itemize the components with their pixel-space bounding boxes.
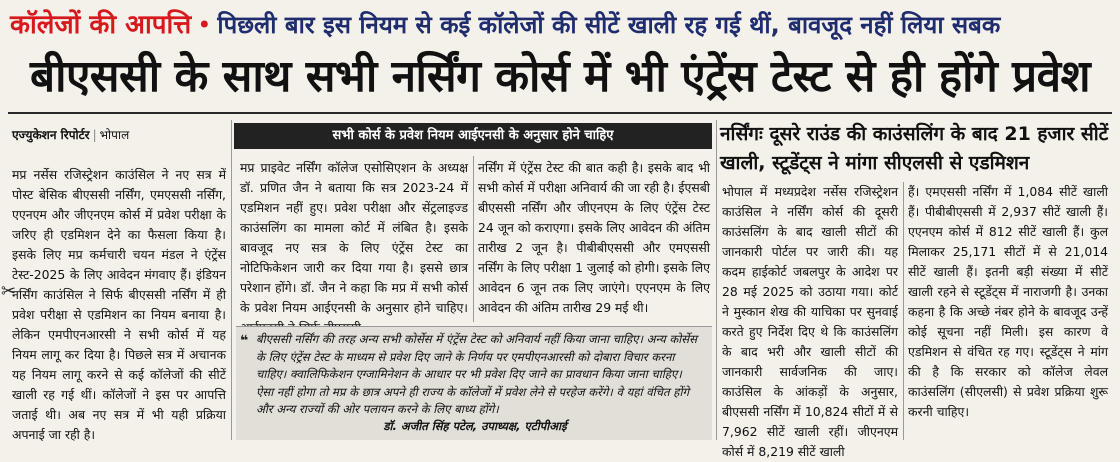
right-story-heading: नर्सिंगः दूसरे राउंड की काउंसलिंग के बाद 21 हजार सीटें खाली, स्टूडेंट्स ने मांगा सीएलसी से एडमिशन <box>720 123 1115 174</box>
scissor-icon: ✂ <box>1 281 17 302</box>
box-column-divider <box>473 156 474 322</box>
quote-box <box>236 326 712 440</box>
column-divider-2 <box>716 120 717 440</box>
kicker-line <box>10 5 1110 45</box>
right-story-column-5: हैं। एमएससी नर्सिंग में 1,084 सीटें खाली हैं। पीबीबीएससी में 2,937 सीटें खाली हैं। एएनएम कोर्स में 812 सीटें खाली हैं। कुल मिलाकर 25,171 सीटों में से 21,014 सीटें खाली हैं। इतनी बड़ी संख्या में सीटें खाली रहने से स्टूडेंट्स में नाराजगी है। उनका कहना है कि अच्छे नंबर होने के बावजूद उन्हें कोई सूचना नहीं मिली। इस कारण वे एडमिशन से वंचित रह गए। स्टूडेंट्स ने मांग की है कि सरकार को कॉलेज लेवल काउंसलिंग (सीएलसी) से प्रवेश प्रक्रिया शुरू करनी चाहिए। <box>908 184 1112 419</box>
headline-rule <box>8 112 1112 114</box>
quote-text: बीएससी नर्सिंग की तरह अन्य सभी कोर्सेस में एंट्रेंस टेस्ट को अनिवार्य नहीं किया जाना चाहिए। अन्य कोर्सेस के लिए एंट्रेंस टेस्ट के माध्यम से प्रवेश दिए जाने के निर्णय पर एमपीएनआरसी को दोबारा विचार करना चाहिए। क्वालिफिकेशन एग्जामिनेशन के आधार पर भी प्रवेश दिए जाने का प्रावधान किया जाना चाहिए। ऐसा नहीं होगा तो मप्र के छात्र अपने ही राज्य के कॉलेजों में प्रवेश लेने से परहेज करेंगे। वे यहां वंचित होंगे और अन्य राज्यों की ओर पलायन करने के लिए बाध्य होंगे। <box>256 332 701 416</box>
box-column-2: मप्र प्राइवेट नर्सिंग कॉलेज एसोसिएशन के अध्यक्ष डॉ. प्रणित जैन ने बताया कि सत्र 2023-24 में एडमिशन नहीं हुए। प्रवेश परीक्षा और सेंट्रलाइज्ड काउंसलिंग का मामला कोर्ट में लंबित है। इसके बावजूद नए सत्र के लिए एंट्रेंस टेस्ट का नोटिफिकेशन जारी कर दिया गया है। इससे छात्र परेशान होंगे। डॉ. जैन ने कहा कि मप्र में सभी कोर्स के प्रवेश नियम आईएनसी के अनुसार होने चाहिए। <box>240 160 468 315</box>
kicker-label: कॉलेजों की आपत्ति <box>10 10 192 40</box>
kicker-bullet: • <box>197 11 212 39</box>
byline-reporter: एज्युकेशन रिपोर्टर <box>12 128 90 142</box>
right-column-divider <box>903 182 904 440</box>
quote-author: डॉ. अजीत सिंह पटेल, उपाध्यक्ष, एटीपीआई <box>383 419 567 433</box>
main-headline: बीएससी के साथ सभी नर्सिंग कोर्स में भी एंट्रेंस टेस्ट से ही होंगे प्रवेश <box>29 51 1091 102</box>
quote-mark-icon: ❝ <box>240 333 249 349</box>
box-heading: सभी कोर्स के प्रवेश नियम आईएनसी के अनुसार होने चाहिए <box>234 123 712 149</box>
byline-separator: | <box>92 128 97 142</box>
kicker-subtext: पिछली बार इस नियम से कई कॉलेजों की सीटें खाली रह गई थीं, बावजूद नहीं लिया सबक <box>217 11 1001 39</box>
byline <box>12 126 226 146</box>
right-story-column-4: भोपाल में मध्यप्रदेश नर्सेस रजिस्ट्रेशन काउंसिल ने नर्सिंग कोर्स की दूसरी काउंसलिंग के बाद खाली सीटों की जानकारी पोर्टल पर जारी की। यह कदम हाईकोर्ट जबलपुर के आदेश पर 28 मई 2025 को उठाया गया। कोर्ट ने मुस्कान शेख की याचिका पर सुनवाई करते हुए निर्देश दिए थे कि काउंसलिंग के बाद भरी और खाली सीटों की जानकारी सार्वजनिक की जाए। काउंसिल के आंकड़ों के अनुसार, बीएससी नर्सिंग में 10,824 सीटों में से 7,962 सीटें खाली रहीं। जीएनएम कोर्स में 8,219 सीटें खाली <box>722 184 902 459</box>
box-column-3: नर्सिंग में एंट्रेंस टेस्ट की बात कही है। इसके बाद भी सभी कोर्स में परीक्षा अनिवार्य की जा रही है। ईएसबी बीएससी नर्सिंग और जीएनएम के लिए एंट्रेंस टेस्ट 24 जून को कराएगा। इसके लिए आवेदन की अंतिम तारीख 2 जून है। पीबीबीएससी और एमएससी नर्सिंग के लिए परीक्षा 1 जुलाई को होगी। इसके लिए आवेदन 6 जून तक लिए जाएंगे। एएनएम के लिए आवेदन की अंतिम तारीख 29 मई थी। <box>478 160 714 315</box>
byline-city: भोपाल <box>99 128 130 142</box>
article-column-1: मप्र नर्सेस रजिस्ट्रेशन काउंसिल ने नए सत्र में पोस्ट बेसिक बीएससी नर्सिंग, एमएससी नर्सिंग, एएनएम और जीएनएम कोर्स में प्रवेश परीक्षा के जरिए ही एडमिशन देने का फैसला किया है। इसके लिए मप्र कर्मचारी चयन मंडल ने एंट्रेंस टेस्ट-2025 के लिए आवेदन मंगवाए हैं। इंडियन नर्सिंग काउंसिल ने सिर्फ बीएससी नर्सिंग में ही प्रवेश परीक्षा से एडमिशन का नियम बनाया है। लेकिन एमपीएनआरसी ने सभी कोर्स में यह नियम लागू कर दिया है। पिछले सत्र में अचानक यह नियम लागू करने से कई कॉलेजों की सीटें खाली रह गई थीं। कॉलेजों ने इस पर आपत्ति जताई थी। अब नए सत्र में भी यही प्रक्रिया अपनाई जा रही है। <box>12 167 230 442</box>
column-divider-1 <box>231 120 232 440</box>
